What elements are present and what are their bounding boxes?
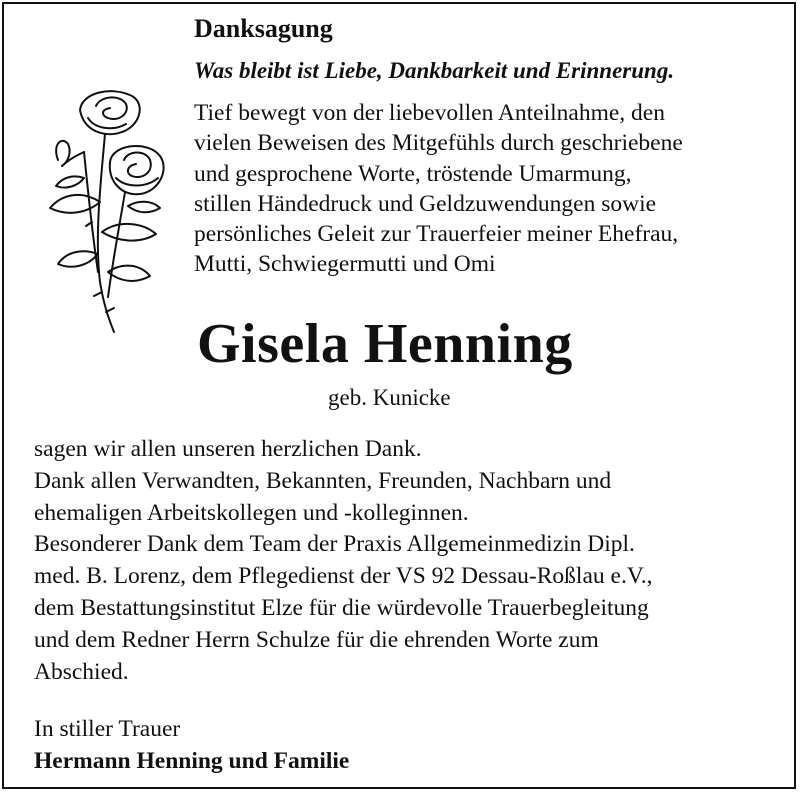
- closing-text: In stiller Trauer: [34, 716, 181, 742]
- body-line: ehemaligen Arbeitskollegen und -kolleginnen.: [34, 499, 469, 526]
- notice-motto: Was bleibt ist Liebe, Dankbarkeit und Erinnerung.: [194, 58, 675, 83]
- body-line: sagen wir allen unseren herzlichen Dank.: [34, 436, 422, 462]
- body-line: med. B. Lorenz, dem Pflegedienst der VS 92 Dessau-Roßlau e.V.,: [34, 563, 653, 590]
- intro-line: vielen Beweisen des Mitgefühls durch geschriebene: [194, 130, 683, 157]
- intro-line: und gesprochene Worte, tröstende Umarmung,: [194, 160, 632, 187]
- body-line: Abschied.: [34, 658, 129, 685]
- body-line: dem Bestattungsinstitut Elze für die würdevolle Trauerbegleitung: [34, 594, 649, 621]
- rose-illustration-icon: [22, 82, 172, 337]
- intro-line: Mutti, Schwiegermutti und Omi: [194, 251, 496, 278]
- signature: Hermann Henning und Familie: [34, 748, 350, 774]
- deceased-name: Gisela Henning: [197, 313, 573, 375]
- thanks-paragraph: [34, 434, 784, 688]
- body-line: Besonderer Dank dem Team der Praxis Allgemeinmedizin Dipl.: [34, 531, 635, 558]
- intro-line: stillen Händedruck und Geldzuwendungen sowie: [194, 190, 657, 217]
- body-line: Dank allen Verwandten, Bekannten, Freunden, Nachbarn und: [34, 467, 612, 494]
- intro-line: Tief bewegt von der liebevollen Anteilnahme, den: [194, 100, 665, 126]
- body-line: und dem Redner Herrn Schulze für die ehrenden Worte zum: [34, 626, 599, 653]
- intro-paragraph: [194, 98, 784, 280]
- birth-name: geb. Kunicke: [328, 385, 451, 410]
- closing-block: [34, 713, 349, 777]
- notice-heading: Danksagung: [194, 14, 333, 43]
- intro-line: persönliches Geleit zur Trauerfeier meiner Ehefrau,: [194, 221, 679, 248]
